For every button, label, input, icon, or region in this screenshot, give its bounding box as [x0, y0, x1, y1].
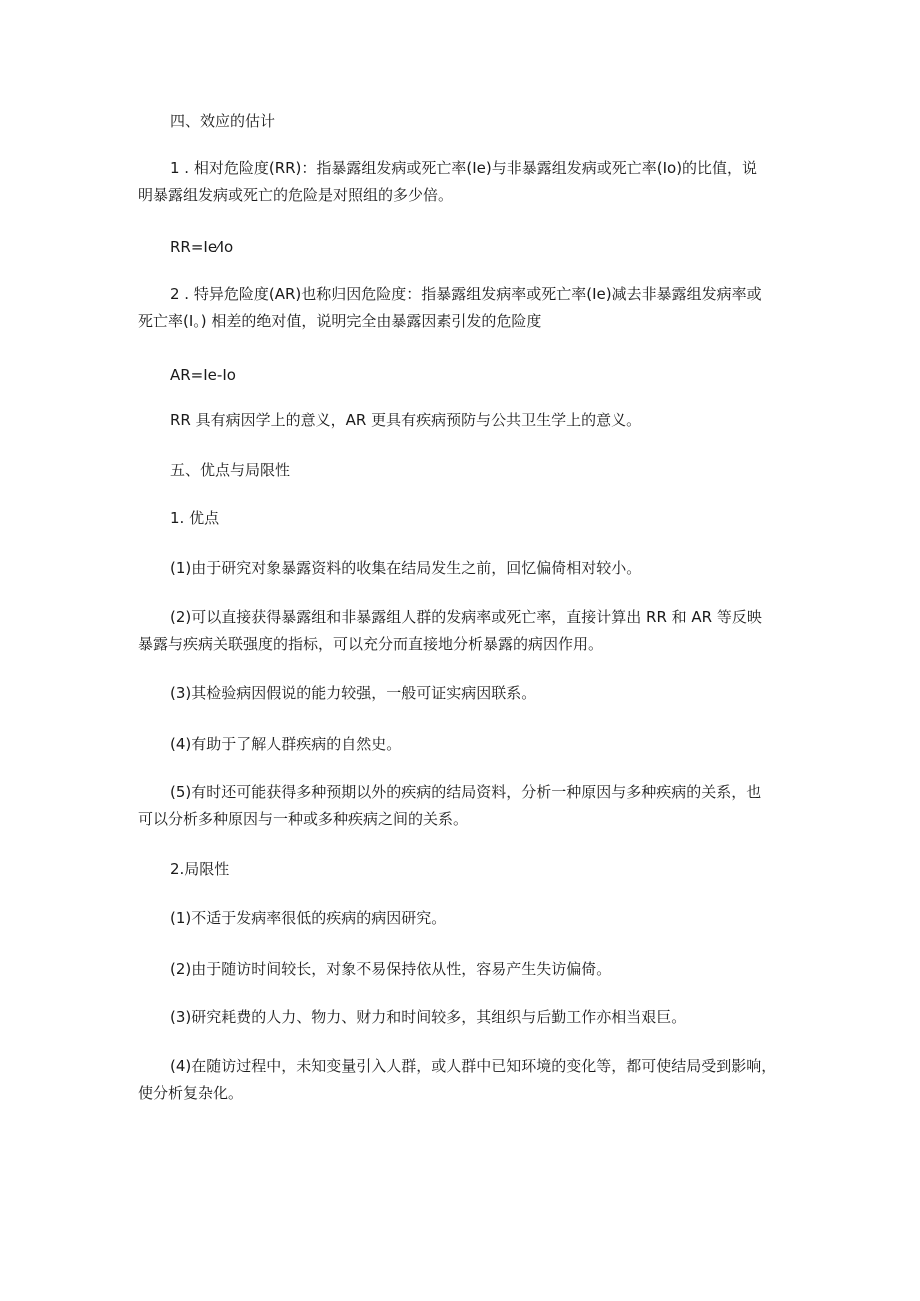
limitations-heading: 2.局限性: [170, 860, 230, 878]
limitation-4: (4)在随访过程中，未知变量引入人群，或人群中已知环境的变化等，都可使结局受到影响， 使分析复杂化。: [138, 1057, 777, 1102]
section-4-heading: 四、效应的估计: [170, 112, 276, 130]
section-5-heading: 五、优点与局限性: [170, 461, 291, 479]
rr-ar-meaning: RR 具有病因学上的意义，AR 更具有疾病预防与公共卫生学上的意义。: [170, 411, 642, 429]
advantages-heading: 1. 优点: [170, 509, 220, 527]
limitation-2: (2)由于随访时间较长，对象不易保持依从性，容易产生失访偏倚。: [170, 960, 612, 978]
advantage-3: (3)其检验病因假说的能力较强，一般可证实病因联系。: [170, 684, 537, 702]
limitation-3: (3)研究耗费的人力、物力、财力和时间较多，其组织与后勤工作亦相当艰巨。: [170, 1008, 687, 1026]
rr-definition: 1 . 相对危险度(RR)：指暴露组发病或死亡率(Ie)与非暴露组发病或死亡率(Io)的比值，说 明暴露组发病或死亡的危险是对照组的多少倍。: [138, 159, 758, 204]
limitation-1: (1)不适于发病率很低的疾病的病因研究。: [170, 909, 447, 927]
ar-definition: 2 . 特异危险度(AR)也称归因危险度：指暴露组发病率或死亡率(Ie)减去非暴露组发病率或 死亡率(I。) 相差的绝对值，说明完全由暴露因素引发的危险度: [138, 285, 762, 330]
advantage-5: (5)有时还可能获得多种预期以外的疾病的结局资料，分析一种原因与多种疾病的关系，也 可以分析多种原因与一种或多种疾病之间的关系。: [138, 783, 762, 828]
ar-formula: AR=Ie-Io: [170, 366, 236, 384]
rr-formula: RR=Ie⁄Io: [170, 238, 234, 256]
advantage-1: (1)由于研究对象暴露资料的收集在结局发生之前，回忆偏倚相对较小。: [170, 559, 642, 577]
advantage-2: (2)可以直接获得暴露组和非暴露组人群的发病率或死亡率，直接计算出 RR 和 AR 等反映 暴露与疾病关联强度的指标，可以充分而直接地分析暴露的病因作用。: [138, 608, 762, 653]
advantage-4: (4)有助于了解人群疾病的自然史。: [170, 735, 402, 753]
